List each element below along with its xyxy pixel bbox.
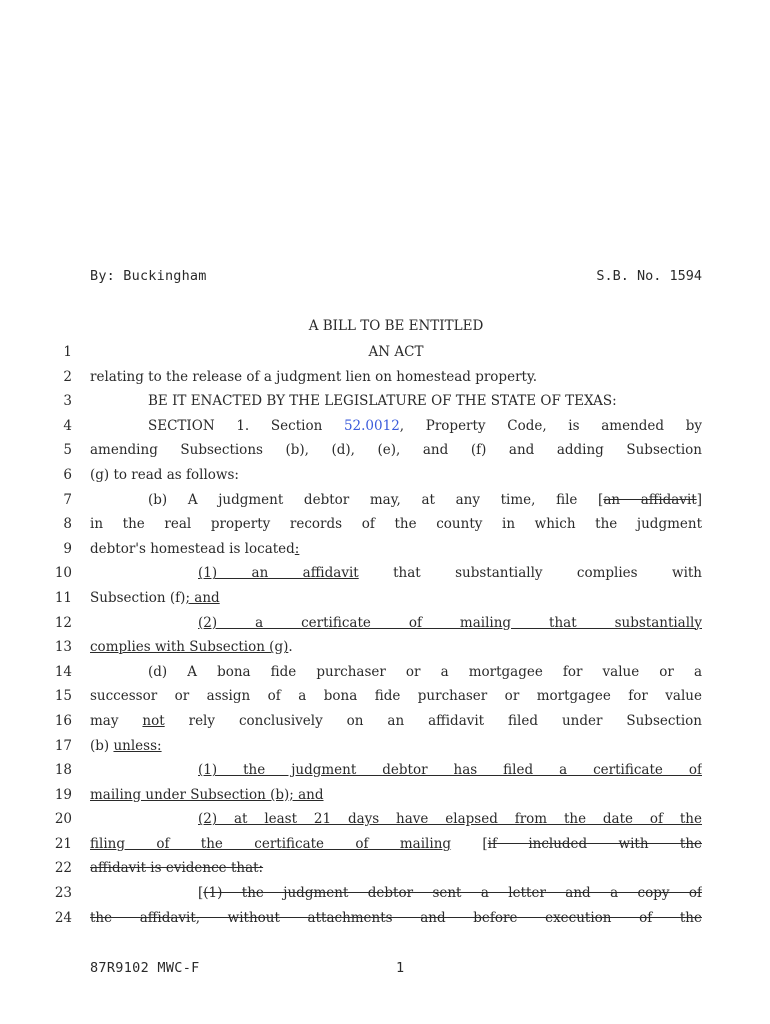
bill-line: [0, 563, 770, 588]
line-number: 1: [63, 344, 72, 360]
bill-line: [0, 834, 770, 859]
line-number: 14: [54, 663, 72, 680]
line-text: [90, 860, 702, 876]
line-text: [90, 664, 702, 680]
bill-line: [0, 686, 770, 711]
line-text: [90, 811, 702, 827]
line-text: [90, 762, 702, 778]
bill-line: [0, 760, 770, 785]
text-segment: an affidavit: [603, 491, 697, 508]
bill-line: [0, 736, 770, 761]
line-number: 9: [63, 540, 72, 557]
text-segment: (1) the judgment debtor has filed a certificate of: [198, 762, 702, 779]
text-segment: ]: [696, 491, 702, 508]
line-text: [90, 565, 702, 581]
text-segment: .: [288, 639, 293, 656]
line-number: 15: [54, 688, 72, 705]
bill-line: [0, 883, 770, 908]
text-segment: successor or assign of a bona fide purchaser or mortgagee for value: [90, 688, 702, 705]
bill-line: [0, 908, 770, 933]
text-segment: affidavit is evidence that:: [90, 860, 264, 877]
line-number: 19: [54, 786, 72, 803]
text-segment: :: [294, 540, 300, 557]
bill-line: [0, 514, 770, 539]
line-number: 8: [63, 516, 72, 533]
line-text: [90, 369, 702, 385]
line-text: [90, 688, 702, 704]
text-segment: not: [142, 712, 165, 729]
text-segment: in the real property records of the county in which the judgment: [90, 516, 702, 533]
text-segment: that substantially complies with: [358, 565, 702, 582]
text-segment: [: [451, 835, 488, 852]
line-text: [90, 418, 702, 434]
text-segment: (b) A judgment debtor may, at any time, file [: [148, 491, 604, 508]
bill-header: [90, 268, 702, 284]
line-number: 22: [54, 860, 72, 877]
line-text: [90, 885, 702, 901]
line-number: 16: [54, 712, 72, 729]
line-number: 4: [63, 417, 72, 434]
line-number: 21: [54, 835, 72, 852]
text-segment: AN ACT: [368, 344, 424, 360]
text-segment: Subsection (f): [90, 589, 186, 606]
text-segment: may: [90, 712, 143, 729]
bill-line: [0, 785, 770, 810]
text-segment: complies with Subsection (g): [90, 639, 289, 656]
text-segment: debtor's homestead is located: [90, 540, 295, 557]
line-number: 23: [54, 885, 72, 902]
line-number: 11: [54, 589, 72, 606]
text-segment: unless:: [113, 737, 162, 754]
text-segment: amending Subsections (b), (d), (e), and (f) and adding Subsection: [90, 442, 702, 459]
line-number: 18: [54, 762, 72, 779]
line-text: [90, 467, 702, 483]
bill-line: [0, 662, 770, 687]
line-text: [90, 516, 702, 532]
bill-line: [0, 490, 770, 515]
text-segment: (1) the judgment debtor sent a letter and a copy of: [203, 885, 702, 902]
bill-line: [0, 809, 770, 834]
line-text: [90, 393, 702, 409]
bill-text: [0, 342, 770, 932]
bill-line: [0, 465, 770, 490]
bill-line: [0, 588, 770, 613]
bill-line: [0, 342, 770, 367]
page-footer: 87R9102 MWC-F 1: [90, 960, 405, 976]
text-segment: SECTION 1. Section: [148, 417, 344, 434]
bill-line: [0, 416, 770, 441]
line-number: 20: [54, 811, 72, 828]
bill-title: A BILL TO BE ENTITLED: [308, 318, 484, 334]
text-segment: BE IT ENACTED BY THE LEGISLATURE OF THE STATE OF TEXAS:: [148, 393, 617, 410]
line-text: [90, 639, 702, 655]
line-number: 3: [63, 393, 72, 410]
text-segment: if included with the: [487, 835, 702, 852]
bill-line: [0, 858, 770, 883]
bill-line: [0, 440, 770, 465]
text-segment: mailing under Subsection (b); and: [90, 786, 324, 803]
line-number: 12: [54, 614, 72, 631]
bill-number: S.B. No. 1594: [596, 268, 702, 284]
line-number: 2: [63, 368, 72, 385]
text-segment: (d) A bona fide purchaser or a mortgagee for value or a: [148, 663, 702, 680]
line-number: 10: [54, 565, 72, 582]
line-text: [90, 738, 702, 754]
line-text: [90, 541, 702, 557]
line-text: [90, 836, 702, 852]
bill-line: [0, 391, 770, 416]
line-number: 5: [63, 442, 72, 459]
document-code: 87R9102 MWC-F: [90, 960, 200, 976]
line-text: [90, 590, 702, 606]
line-text: [90, 492, 702, 508]
bill-author: By: Buckingham: [90, 268, 207, 284]
bill-line: [0, 367, 770, 392]
text-segment: the affidavit, without attachments and before execution of the: [90, 909, 702, 926]
text-segment: rely conclusively on an affidavit filed under Subsection: [164, 712, 702, 729]
line-number: 17: [54, 737, 72, 754]
text-segment: (b): [90, 737, 114, 754]
text-segment: filing of the certificate of mailing: [90, 835, 452, 852]
line-number: 13: [54, 639, 72, 656]
line-text: [90, 787, 702, 803]
text-segment: , Property Code, is amended by: [399, 417, 702, 434]
section-link[interactable]: 52.0012: [343, 417, 400, 434]
line-text: [90, 615, 702, 631]
bill-line: [0, 637, 770, 662]
text-segment: (g) to read as follows:: [90, 466, 239, 483]
line-text: [90, 713, 702, 729]
line-number: 6: [63, 466, 72, 483]
text-segment: ; and: [185, 589, 220, 606]
text-segment: (1) an affidavit: [198, 565, 359, 582]
bill-line: [0, 539, 770, 564]
text-segment: [: [198, 885, 204, 902]
line-number: 24: [54, 909, 72, 926]
bill-line: [0, 711, 770, 736]
line-text: [90, 910, 702, 926]
line-text: [90, 344, 702, 360]
text-segment: (2) at least 21 days have elapsed from the date of the: [198, 811, 702, 828]
bill-line: [0, 613, 770, 638]
text-segment: relating to the release of a judgment lien on homestead property.: [90, 368, 538, 385]
line-text: [90, 442, 702, 458]
line-number: 7: [63, 491, 72, 508]
text-segment: (2) a certificate of mailing that substantially: [198, 614, 702, 631]
